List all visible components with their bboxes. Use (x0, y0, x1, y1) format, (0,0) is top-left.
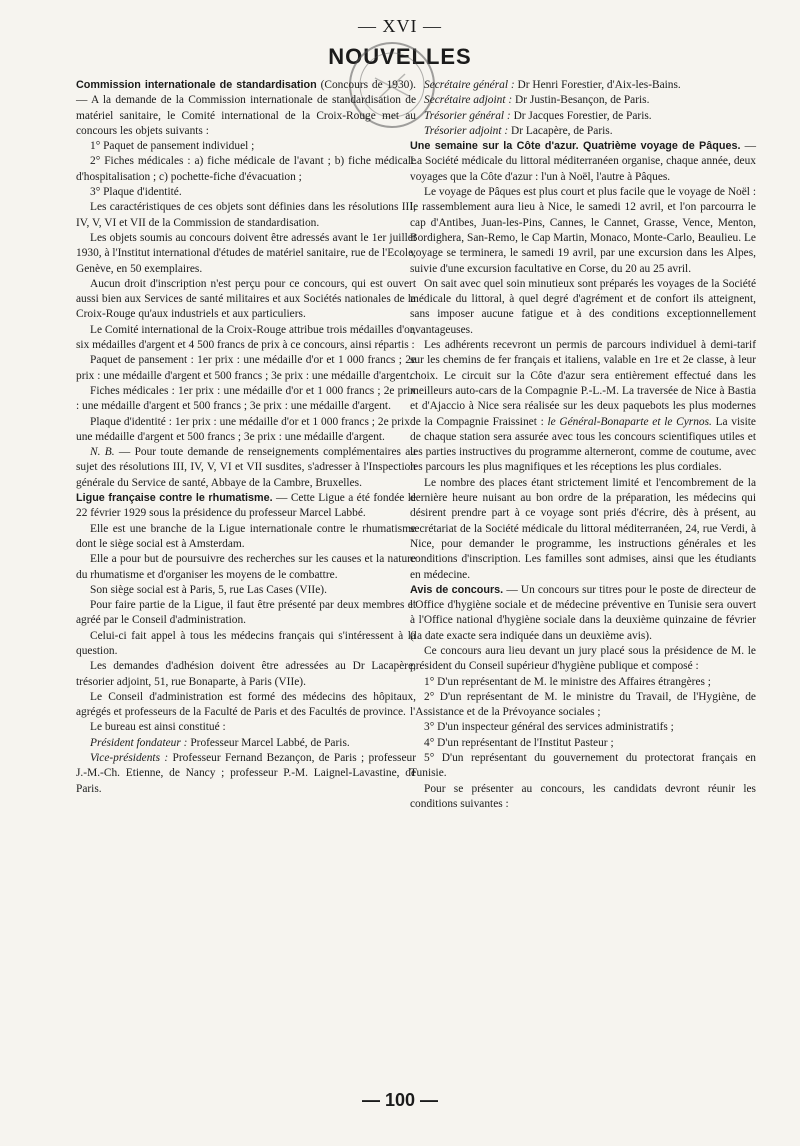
role-label: Secrétaire adjoint : (424, 94, 513, 107)
paragraph: Son siège social est à Paris, 5, rue Las Cases (VIIe). (90, 583, 327, 596)
paragraph (410, 139, 756, 185)
person-name: Dr Lacapère, de Paris. (511, 124, 613, 137)
paragraph: Le nombre des places étant strictement limité et l'encombrement de la dernière heure nuisant au bon ordre de la préparation, les médecins qui désirent prendre part à ce voyage sont priés d'écrire, dès à présent, au secrétariat de la Société médicale du littoral méditerranéen, 24, rue Verdi, à Nice, pour demander le programme, les instructions générales et les conditions d'inscription. Les familles sont admises, ainsi que les étudiants en médecine. (410, 476, 756, 581)
paragraph: 2° D'un représentant de M. le ministre du Travail, de l'Hygiène, de l'Assistance et de la Prévoyance sociales ; (410, 690, 756, 719)
paragraph: Elle a pour but de poursuivre des recherches sur les causes et la nature du rhumatisme et d'organiser les moyens de le combattre. (76, 553, 416, 581)
paragraph: 3° D'un inspecteur général des services administratifs ; (424, 721, 674, 734)
person-name: Professeur Marcel Labbé, de Paris. (190, 736, 350, 749)
paragraph (76, 491, 416, 522)
role-label: Secrétaire général : (424, 79, 515, 91)
paragraph (410, 93, 756, 108)
paragraph: Le Conseil d'administration est formé des médecins des hôpitaux, agrégés et professeurs de la Faculté de Paris et des Facultés de province. (76, 690, 416, 719)
paragraph: 3° Plaque d'identité. (90, 186, 182, 199)
paragraph: Aucun droit d'inscription n'est perçu pour ce concours, qui est ouvert aussi bien aux Services de santé militaires et aux Sociétés nationales de la Croix-Rouge qu'aux industriels et aux particuliers. (76, 277, 416, 321)
paragraph: 1° D'un représentant de M. le ministre des Affaires étrangères ; (424, 675, 711, 688)
section-title: NOUVELLES (328, 44, 472, 69)
paragraph: Celui-ci fait appel à tous les médecins français qui s'intéressent à la question. (76, 629, 416, 657)
paragraph: Fiches médicales : 1er prix : une médaille d'or et 1 000 francs ; 2e prix : une médaille d'argent et 500 francs ; 3e prix : une médaille d'argent. (76, 384, 416, 413)
paragraph: Plaque d'identité : 1er prix : une médaille d'or et 1 000 francs ; 2e prix : une médaille d'argent et 500 francs ; 3e prix : une médaille d'argent. (76, 415, 416, 443)
person-name: Professeur Fernand Bezançon, de Paris ; professeur J.-M.-Ch. Etienne, de Nancy ; professeur P.-M. Laignel-Lavastine, de Paris. (76, 752, 416, 795)
paragraph: Les demandes d'adhésion doivent être adressées au Dr Lacapère, trésorier adjoint, 51, rue Bonaparte, à Paris (VIIe). (76, 660, 416, 688)
paragraph-text: (Concours de 1930). — A la demande de la Commission internationale de standardisation de matériel sanitaire, le Comité international de la Croix-Rouge met au concours les objets suivants : (76, 79, 416, 137)
roman-page-number: — XVI — (358, 16, 442, 36)
right-column (410, 78, 756, 812)
role-label: Président fondateur : (90, 736, 188, 749)
paragraph: On sait avec quel soin minutieux sont préparés les voyages de la Société médicale du littoral, à quel degré d'agrément et de confort ils atteignent, sans imposer aucune fatigue et à des conditions exceptionnellement avantageuses. (410, 277, 756, 336)
paragraph: Les objets soumis au concours doivent être adressés avant le 1er juillet 1930, à l'Institut international d'études de matériel sanitaire, rue de l'Ecole, Genève, en 50 exemplaires. (76, 231, 416, 275)
paragraph (76, 736, 416, 751)
paragraph: Paquet de pansement : 1er prix : une médaille d'or et 1 000 francs ; 2e prix : une médaille d'argent et 500 francs ; 3e prix : une médaille d'argent. (76, 354, 416, 382)
ship-names: le Général-Bonaparte et le Cyrnos. (547, 415, 712, 428)
paragraph (76, 445, 416, 491)
paragraph (410, 78, 756, 93)
person-name: Dr Henri Forestier, d'Aix-les-Bains. (517, 79, 681, 91)
paragraph: Elle est une branche de la Ligue internationale contre le rhumatisme dont le siège social est à Amsterdam. (76, 522, 416, 550)
paragraph (410, 338, 756, 476)
role-label: Trésorier adjoint : (424, 124, 509, 137)
paragraph-text: La visite de chaque station sera assurée avec tous les concours scientifiques utiles et les parties instructives du programme alterneront, comme de coutume, avec les parcours les plus magnifiques et les réceptions les plus cordiales. (410, 415, 756, 474)
paragraph (76, 78, 416, 139)
paragraph: Le Comité international de la Croix-Rouge attribue trois médailles d'or, six médailles d'argent et 4 500 francs de prix à ce concours, ainsi répartis : (76, 323, 416, 352)
paragraph (76, 751, 416, 797)
paragraph-text: — Pour toute demande de renseignements complémentaires au sujet des résolutions III, IV, V, VI et VII susdites, s'adresser à l'Inspection générale du Service de santé, Abbaye de la Cambre, Bruxelles. (76, 446, 416, 489)
paragraph: Pour se présenter au concours, les candidats devront réunir les conditions suivantes : (410, 782, 756, 810)
paragraph-text: Les adhérents recevront un permis de parcours individuel à demi-tarif sur les chemins de fer français et italiens, valable en 1re et 2e classe, à leur choix. Le circuit sur la Côte d'azur sera entièrement effectué dans les meilleurs auto-cars de la Compagnie P.-L.-M. La traversée de Nice à Bastia et d'Ajaccio à Nice sera réalisée sur les deux paquebots les plus modernes de la Compagnie Fraissinet : (410, 339, 756, 428)
person-name: Dr Justin-Besançon, de Paris. (515, 94, 650, 107)
paragraph: Le voyage de Pâques est plus court et plus facile que le voyage de Noël : le rassemblement aura lieu à Nice, le samedi 12 avril, et l'on parcourra le cap d'Antibes, Juan-les-Pins, Cannes, le Cannet, Grasse, Vence, Menton, Bordighera, San-Remo, le Cap Martin, Monaco, Monte-Carlo, Beaulieu. Le voyage se terminera, le samedi 19 avril, par une excursion dans les Alpes, suivie d'une excursion facultative en Corse, du 20 au 25 avril. (410, 186, 756, 275)
item-heading: Commission internationale de standardisation (76, 79, 317, 91)
paragraph (410, 583, 756, 644)
paragraph (410, 109, 756, 124)
paragraph: Pour faire partie de la Ligue, il faut être présenté par deux membres et agréé par le Conseil d'administration. (76, 599, 416, 627)
paragraph-text: — Cette Ligue a été fondée le 22 février 1929 sous la présidence du professeur Marcel Labbé. (76, 492, 416, 520)
paragraph: Les caractéristiques de ces objets sont définies dans les résolutions III, IV, V, VI et VII de la Commission de standardisation. (76, 201, 416, 229)
item-heading: Avis de concours. (410, 583, 504, 596)
paragraph-text: — La Société médicale du littoral méditerranéen organise, chaque année, deux voyages que la Côte d'azur : l'un à Noël, l'autre à Pâques. (410, 140, 756, 183)
role-label: Vice-présidents : (90, 752, 169, 765)
paragraph: 1° Paquet de pansement individuel ; (90, 140, 255, 153)
left-column (76, 78, 416, 797)
paragraph: 5° D'un représentant du gouvernement du protectorat français en Tunisie. (410, 752, 756, 780)
paragraph: 2° Fiches médicales : a) fiche médicale de l'avant ; b) fiche médicale d'hospitalisation ; c) pochette-fiche d'évacuation ; (76, 155, 416, 183)
paragraph: Le bureau est ainsi constitué : (90, 721, 226, 734)
nota-bene: N. B. (90, 446, 115, 459)
role-label: Trésorier général : (424, 109, 511, 122)
person-name: Dr Jacques Forestier, de Paris. (513, 109, 652, 122)
paragraph (410, 124, 756, 139)
paragraph-text: — Un concours sur titres pour le poste de directeur de l'Office d'hygiène sociale et de médecine préventive en Tunisie sera ouvert à l'Office national d'hygiène sociale dans la deuxième quinzaine de février (la date exacte sera indiquée dans un deuxième avis). (410, 583, 756, 642)
item-heading: Une semaine sur la Côte d'azur. Quatrième voyage de Pâques. (410, 140, 741, 153)
item-heading: Ligue française contre le rhumatisme. (76, 492, 273, 505)
paragraph: Ce concours aura lieu devant un jury placé sous la présidence de M. le président du Conseil supérieur d'hygiène publique et composé : (410, 644, 756, 673)
page-number: — 100 — (361, 1090, 439, 1110)
paragraph: 4° D'un représentant de l'Institut Pasteur ; (424, 736, 614, 749)
